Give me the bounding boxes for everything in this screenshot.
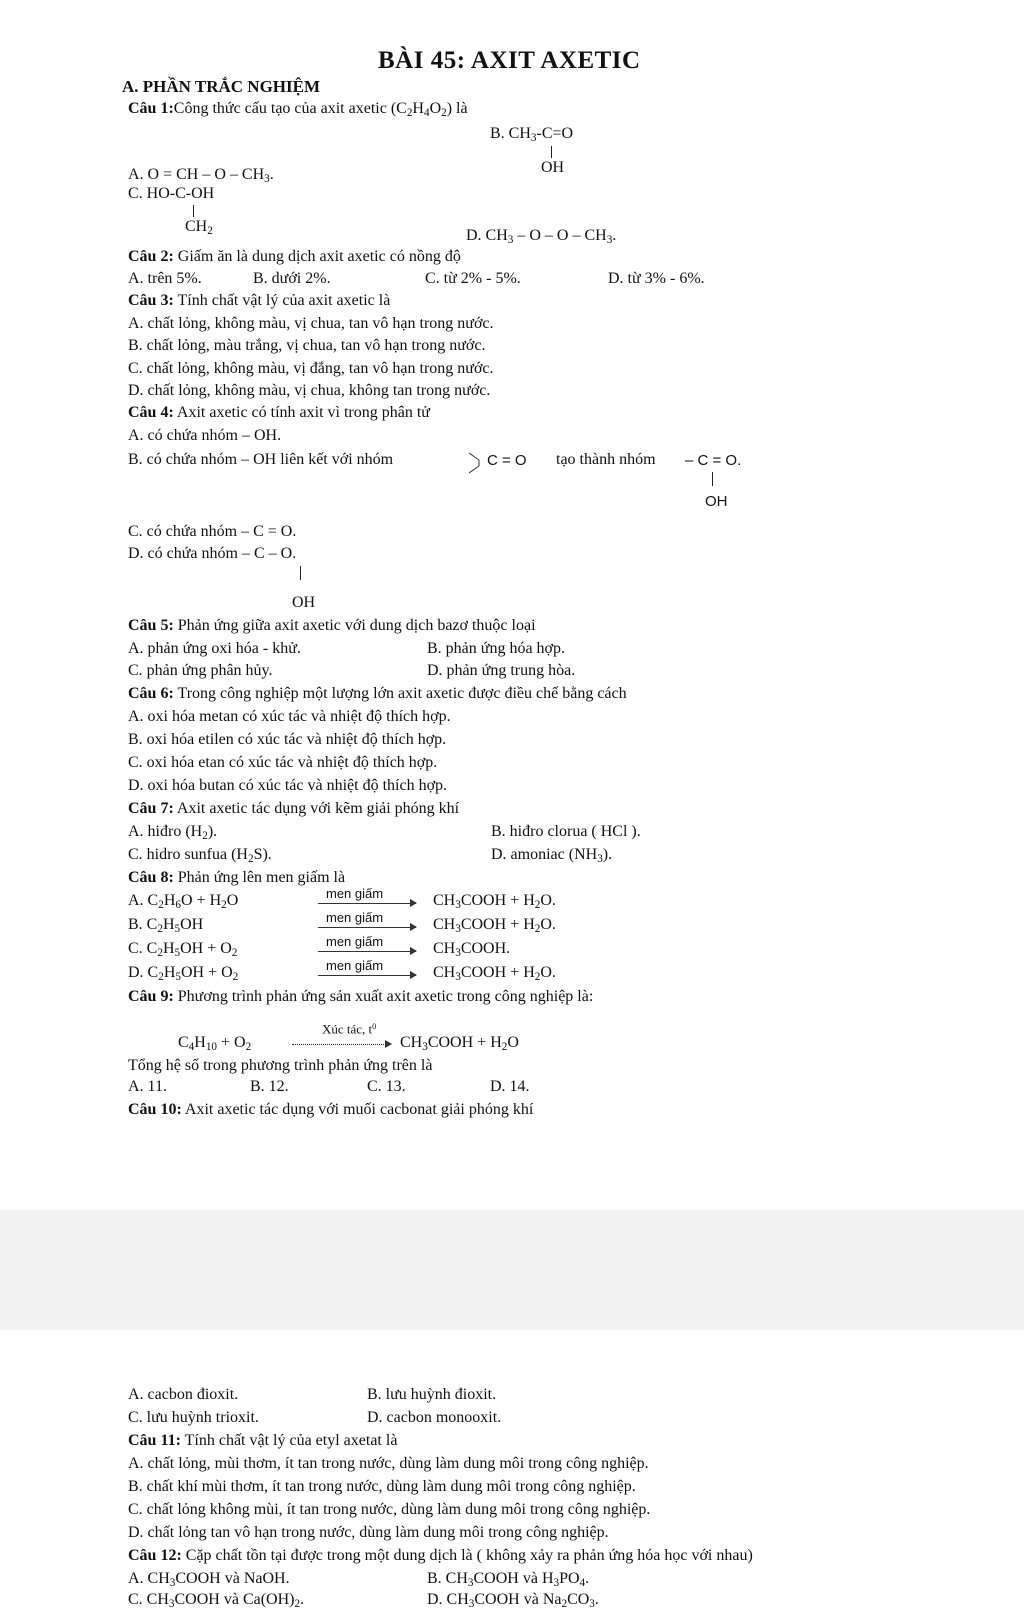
- q5-option-a: A. phản ứng oxi hóa - khử.: [128, 640, 301, 657]
- q8-option-d-right: [433, 965, 556, 983]
- subscript: 3: [264, 172, 270, 185]
- q11-option-d: D. chất lỏng tan vô hạn trong nước, dùng làm dung môi trong công nghiệp.: [128, 1524, 609, 1541]
- option-text: COOH và Na: [474, 1591, 562, 1608]
- q11-option-a: A. chất lỏng, mùi thơm, ít tan trong nước, dùng làm dung môi trong công nghiệp.: [128, 1455, 649, 1472]
- formula-part: H: [162, 916, 175, 933]
- subscript: 2: [232, 970, 239, 983]
- reaction-arrow-icon: [318, 927, 416, 928]
- option-text: A. O = CH – O – CH: [128, 166, 265, 183]
- question-text: Axit axetic có tính axit vì trong phân tử: [173, 404, 430, 421]
- q9-option-c: C. 13.: [367, 1078, 406, 1095]
- q9-condition: [322, 1022, 376, 1036]
- option-text: CH: [185, 218, 208, 235]
- q4-option-b-oh: OH: [705, 493, 728, 510]
- q11-option-c: C. chất lỏng không mùi, ít tan trong nước, dùng làm dung môi trong công nghiệp.: [128, 1501, 651, 1518]
- formula-part: O.: [540, 964, 556, 981]
- option-text: .: [612, 227, 617, 244]
- subscript: 2: [157, 946, 163, 959]
- option-text: -C=O: [536, 125, 574, 142]
- formula-part: ) là: [446, 100, 468, 117]
- subscript: 6: [175, 898, 181, 911]
- q8-option-a-right: [433, 893, 556, 911]
- question-5: [128, 618, 536, 634]
- formula-part: D. C: [128, 964, 159, 981]
- q1-option-c-ch: [185, 219, 213, 237]
- q8-option-d-left: [128, 965, 238, 983]
- question-label: Câu 2:: [128, 248, 174, 265]
- question-7: [128, 801, 459, 817]
- question-label: Câu 3:: [128, 292, 174, 309]
- option-text: C. CH: [128, 1591, 169, 1608]
- option-text: S).: [253, 846, 272, 863]
- q3-option-a: A. chất lỏng, không màu, vị chua, tan vô hạn trong nước.: [128, 315, 494, 332]
- formula-part: H: [163, 964, 176, 981]
- subscript: 2: [158, 898, 164, 911]
- subscript: 2: [157, 922, 163, 935]
- q11-option-b: B. chất khí mùi thơm, ít tan trong nước, dùng làm dung môi trong công nghiệp.: [128, 1478, 636, 1495]
- q4-option-a: A. có chứa nhóm – OH.: [128, 427, 282, 444]
- q6-option-a: A. oxi hóa metan có xúc tác và nhiệt độ thích hợp.: [128, 708, 451, 725]
- subscript: 3: [507, 233, 514, 246]
- q9-option-d: D. 14.: [490, 1078, 530, 1095]
- subscript: 2: [534, 898, 541, 911]
- bond-line: [300, 566, 301, 580]
- question-text: Phản ứng giữa axit axetic với dung dịch bazơ thuộc loại: [173, 617, 536, 634]
- q9-option-b: B. 12.: [250, 1078, 289, 1095]
- carbonyl-bracket-icon: [469, 450, 483, 474]
- q5-option-c: C. phản ứng phân hủy.: [128, 662, 273, 679]
- formula-part: CH: [400, 1034, 423, 1051]
- bond-line: [712, 472, 713, 486]
- reaction-arrow-icon: [318, 951, 416, 952]
- formula-part: C. C: [128, 940, 158, 957]
- superscript: 0: [372, 1021, 377, 1031]
- question-label: Câu 7:: [128, 800, 174, 817]
- q3-option-d: D. chất lỏng, không màu, vị chua, không tan trong nước.: [128, 382, 491, 399]
- q8-option-a-left: [128, 893, 238, 911]
- subscript: 3: [455, 922, 461, 935]
- subscript: 2: [202, 829, 208, 842]
- formula-part: COOH + H: [460, 892, 535, 909]
- q4-option-d: D. có chứa nhóm – C – O.: [128, 545, 297, 562]
- q10-option-d: D. cacbon monooxit.: [367, 1409, 502, 1426]
- q8-d-condition: men giấm: [326, 958, 384, 973]
- subscript: 2: [221, 898, 227, 911]
- q10-option-c: C. lưu huỳnh trioxit.: [128, 1409, 259, 1426]
- formula-part: OH: [180, 916, 204, 933]
- question-text: Trong công nghiệp một lượng lớn axit axetic được điều chế bằng cách: [173, 685, 627, 702]
- question-2: [128, 249, 461, 265]
- question-label: Câu 4:: [128, 404, 174, 421]
- formula-part: COOH + H: [460, 916, 535, 933]
- option-text: PO: [559, 1570, 580, 1587]
- q4-option-b-middle: tạo thành nhóm: [556, 451, 656, 468]
- q9-sum-text: Tổng hệ số trong phương trình phản ứng trên là: [128, 1057, 433, 1074]
- question-6: [128, 686, 627, 702]
- subscript: 10: [205, 1040, 218, 1053]
- question-label: Câu 1:: [128, 100, 174, 117]
- formula-part: OH + O: [180, 940, 232, 957]
- q3-option-c: C. chất lỏng, không màu, vị đắng, tan vô hạn trong nước.: [128, 360, 494, 377]
- formula-part: OH + O: [180, 964, 233, 981]
- option-text: COOH và Ca(OH): [174, 1591, 295, 1608]
- option-text: – O – O – CH: [513, 227, 607, 244]
- subscript: 2: [534, 970, 541, 983]
- question-text: Cặp chất tồn tại được trong một dung dịch là ( không xảy ra phản ứng hóa học với nhau): [181, 1547, 753, 1564]
- question-12: [128, 1548, 753, 1564]
- q1-option-a: [128, 167, 274, 185]
- page-title: BÀI 45: AXIT AXETIC: [378, 47, 641, 74]
- question-label: Câu 10:: [128, 1101, 182, 1118]
- subscript: 4: [188, 1040, 195, 1053]
- formula-part: O: [226, 892, 239, 909]
- question-text: Tính chất vật lý của etyl axetat là: [180, 1432, 398, 1449]
- question-9: [128, 989, 593, 1005]
- reaction-arrow-icon: [292, 1044, 390, 1045]
- q8-option-b-left: [128, 917, 203, 935]
- q1-option-b-oh: OH: [541, 159, 565, 176]
- option-text: COOH và NaOH.: [175, 1570, 290, 1587]
- bond-line: [551, 146, 552, 158]
- question-text: Công thức cấu tạo của axit axetic (C: [173, 100, 407, 117]
- q8-b-condition: men giấm: [326, 910, 384, 925]
- q8-c-condition: men giấm: [326, 934, 384, 949]
- subscript: 3: [468, 1597, 475, 1610]
- q8-option-c-right: [433, 941, 510, 959]
- q7-option-d: [491, 847, 612, 865]
- reaction-arrow-icon: [318, 975, 416, 976]
- formula-part: O: [429, 100, 442, 117]
- subscript: 2: [561, 1597, 568, 1610]
- option-text: C. hidro sunfua (H: [128, 846, 248, 863]
- q10-option-a: A. cacbon đioxit.: [128, 1386, 239, 1403]
- q7-option-b: B. hiđro clorua ( HCl ).: [491, 823, 641, 840]
- option-text: D. CH: [427, 1591, 469, 1608]
- subscript: 3: [589, 1597, 595, 1610]
- q2-option-c: C. từ 2% - 5%.: [425, 270, 521, 287]
- subscript: 3: [455, 970, 461, 983]
- bond-line: [193, 205, 194, 217]
- q1-option-b: [490, 126, 573, 144]
- question-4: [128, 405, 430, 421]
- question-label: Câu 5:: [128, 617, 174, 634]
- formula-part: COOH + H: [427, 1034, 502, 1051]
- subscript: 3: [597, 852, 603, 865]
- formula-part: H: [163, 892, 176, 909]
- formula-part: O.: [540, 916, 556, 933]
- subscript: 5: [174, 946, 181, 959]
- question-text: Giấm ăn là dung dịch axit axetic có nồng độ: [173, 248, 461, 265]
- option-text: .: [269, 166, 274, 183]
- question-label: Câu 8:: [128, 869, 174, 886]
- subscript: 4: [423, 106, 430, 119]
- formula-part: CH: [433, 892, 456, 909]
- formula-part: H: [162, 940, 175, 957]
- subscript: 3: [606, 233, 613, 246]
- question-label: Câu 11:: [128, 1432, 181, 1449]
- option-text: D. amoniac (NH: [491, 846, 598, 863]
- formula-part: CH: [433, 964, 456, 981]
- formula-part: + O: [217, 1034, 246, 1051]
- q10-option-b: B. lưu huỳnh đioxit.: [367, 1386, 497, 1403]
- q9-equation-right: [400, 1035, 519, 1053]
- option-text: CO: [567, 1591, 590, 1608]
- formula-part: COOH + H: [460, 964, 535, 981]
- subscript: 2: [231, 946, 238, 959]
- q9-equation-left: [178, 1035, 251, 1053]
- reaction-arrow-icon: [318, 903, 416, 904]
- formula-part: O.: [540, 892, 556, 909]
- q3-option-b: B. chất lỏng, màu trắng, vị chua, tan vô hạn trong nước.: [128, 337, 486, 354]
- q12-option-d: [427, 1592, 599, 1610]
- q1-option-c: C. HO-C-OH: [128, 185, 215, 202]
- formula-part: O: [507, 1034, 519, 1051]
- q2-option-a: A. trên 5%.: [128, 270, 202, 287]
- formula-part: A. C: [128, 892, 159, 909]
- option-text: A. CH: [128, 1570, 170, 1587]
- subscript: 2: [294, 1597, 301, 1610]
- q4-option-c: C. có chứa nhóm – C = O.: [128, 523, 297, 540]
- q8-option-b-right: [433, 917, 556, 935]
- formula-part: H: [194, 1034, 206, 1051]
- option-text: COOH và H: [473, 1570, 554, 1587]
- q6-option-d: D. oxi hóa butan có xúc tác và nhiệt độ thích hợp.: [128, 777, 448, 794]
- question-text: Phương trình phản ứng sản xuất axit axetic trong công nghiệp là:: [173, 988, 594, 1005]
- question-text: Axit axetic tác dụng với muối cacbonat giải phóng khí: [181, 1101, 534, 1118]
- q6-option-b: B. oxi hóa etilen có xúc tác và nhiệt độ thích hợp.: [128, 731, 447, 748]
- subscript: 2: [247, 852, 254, 865]
- option-text: .: [594, 1591, 599, 1608]
- subscript: 3: [169, 1576, 176, 1589]
- q8-a-condition: men giấm: [326, 886, 384, 901]
- option-text: B. CH: [427, 1570, 468, 1587]
- page-break-gap: [0, 1210, 1024, 1330]
- section-heading: A. PHẦN TRẮC NGHIỆM: [122, 77, 321, 96]
- q2-option-b: B. dưới 2%.: [253, 270, 331, 287]
- q12-option-a: [128, 1571, 290, 1589]
- option-text: D. CH: [466, 227, 508, 244]
- subscript: 2: [406, 106, 413, 119]
- subscript: 3: [467, 1576, 474, 1589]
- option-text: A. hiđro (H: [128, 823, 203, 840]
- q4-option-b: B. có chứa nhóm – OH liên kết với nhóm: [128, 451, 394, 468]
- q5-option-d: D. phản ứng trung hòa.: [427, 662, 576, 679]
- formula-part: COOH.: [460, 940, 511, 957]
- option-text: ).: [602, 846, 613, 863]
- subscript: 2: [207, 224, 213, 237]
- option-text: .: [300, 1591, 305, 1608]
- question-11: [128, 1433, 397, 1449]
- option-text: .: [585, 1570, 590, 1587]
- question-text: Axit axetic tác dụng với kẽm giải phóng khí: [173, 800, 460, 817]
- q12-option-b: [427, 1571, 589, 1589]
- question-label: Câu 12:: [128, 1547, 182, 1564]
- question-1: [128, 101, 468, 119]
- subscript: 3: [530, 131, 537, 144]
- question-label: Câu 6:: [128, 685, 174, 702]
- subscript: 2: [441, 106, 447, 119]
- question-text: Tính chất vật lý của axit axetic là: [173, 292, 391, 309]
- q6-option-c: C. oxi hóa etan có xúc tác và nhiệt độ thích hợp.: [128, 754, 438, 771]
- q5-option-b: B. phản ứng hóa hợp.: [427, 640, 566, 657]
- question-3: [128, 293, 390, 309]
- q4-carboxyl-group: – C = O.: [685, 452, 742, 469]
- option-text: ).: [207, 823, 218, 840]
- subscript: 3: [455, 946, 461, 959]
- question-10: [128, 1102, 533, 1118]
- subscript: 3: [422, 1040, 428, 1053]
- formula-part: CH: [433, 916, 456, 933]
- formula-part: C: [178, 1034, 189, 1051]
- q9-option-a: A. 11.: [128, 1078, 167, 1095]
- condition-text: Xúc tác, t: [322, 1021, 373, 1037]
- subscript: 5: [174, 922, 181, 935]
- formula-part: CH: [433, 940, 456, 957]
- subscript: 4: [579, 1576, 586, 1589]
- question-text: Phản ứng lên men giấm là: [173, 869, 346, 886]
- q7-option-c: [128, 847, 272, 865]
- subscript: 5: [175, 970, 181, 983]
- subscript: 2: [501, 1040, 508, 1053]
- q1-option-d: [466, 228, 616, 246]
- formula-part: H: [412, 100, 424, 117]
- formula-part: O + H: [180, 892, 222, 909]
- q4-option-d-oh: OH: [292, 594, 316, 611]
- subscript: 2: [158, 970, 164, 983]
- subscript: 2: [245, 1040, 252, 1053]
- q4-carbonyl: C = O: [487, 452, 527, 469]
- question-8: [128, 870, 345, 886]
- subscript: 3: [168, 1597, 175, 1610]
- q2-option-d: D. từ 3% - 6%.: [608, 270, 705, 287]
- subscript: 3: [455, 898, 461, 911]
- subscript: 3: [553, 1576, 560, 1589]
- q12-option-c: [128, 1592, 304, 1610]
- question-label: Câu 9:: [128, 988, 174, 1005]
- q8-option-c-left: [128, 941, 237, 959]
- subscript: 2: [534, 922, 541, 935]
- q7-option-a: [128, 824, 217, 842]
- formula-part: B. C: [128, 916, 158, 933]
- option-text: B. CH: [490, 125, 531, 142]
